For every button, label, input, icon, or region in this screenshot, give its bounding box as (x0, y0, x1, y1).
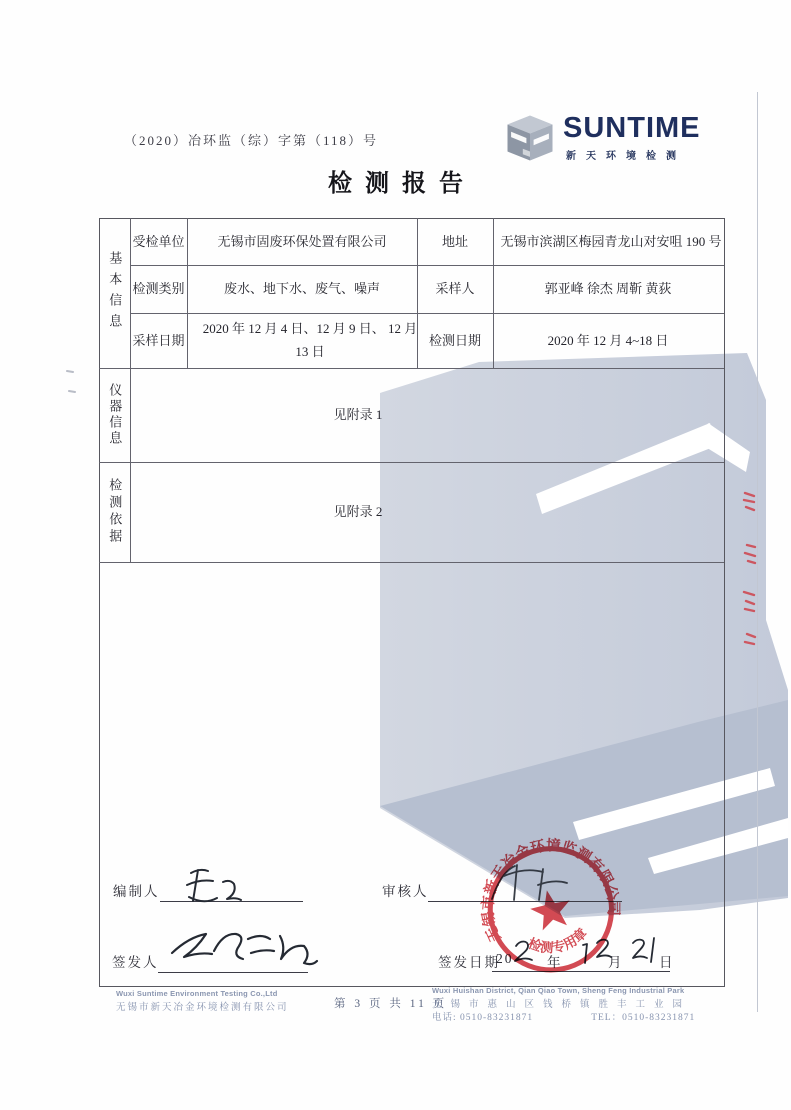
footer-phone-en: TEL：0510-83231871 (591, 1013, 696, 1023)
value-test-date: 2020 年 12 月 4~18 日 (547, 332, 669, 348)
stamp-star-icon (527, 886, 574, 932)
issue-date-label: 签发日期 (438, 955, 500, 970)
signature-preparer (187, 870, 217, 901)
issue-date-day-char: 日 (659, 955, 675, 970)
scan-specks (67, 371, 75, 392)
value-instrument-appendix: 见附录 1 (333, 407, 383, 423)
reviewed-by-label: 审核人 (382, 884, 429, 899)
issue-date-prefix: 20 (496, 951, 514, 966)
signature-preparer (223, 881, 241, 900)
label-samplers: 采样人 (435, 281, 475, 297)
footer-phone-cn: 电话: 0510-83231871 (432, 1013, 534, 1023)
svg-text:检测专用章 (523, 922, 593, 960)
label-test-date: 检测日期 (428, 332, 481, 348)
value-basis-appendix: 见附录 2 (333, 504, 383, 520)
footer-company-cn: 无锡市新天冶金环境检测有限公司 (116, 1003, 289, 1013)
section-basic-info: 基本信息 (107, 251, 123, 335)
label-address: 地址 (441, 233, 468, 249)
brand-subtitle: 新天环境检测 (566, 151, 686, 162)
value-samplers: 郭亚峰 徐杰 周靳 黄荻 (544, 281, 672, 297)
value-test-category: 废水、地下水、废气、噪声 (223, 281, 380, 297)
prepared-by-label: 编制人 (113, 884, 160, 899)
value-address: 无锡市滨湖区梅园青龙山对安咀 190 号 (500, 233, 722, 249)
issued-by-label: 签发人 (112, 955, 159, 970)
red-ink-fragments (744, 493, 755, 644)
value-sampling-date: 2020 年 12 月 4 日、12 月 9 日、 12 月 13 日 (202, 321, 418, 359)
section-test-basis: 检测依据 (107, 478, 123, 546)
label-inspected-unit: 受检单位 (132, 233, 185, 249)
page-title: 检测报告 (328, 171, 476, 197)
footer-address-en: Wuxi Huishan District, Qian Qiao Town, Sheng Feng Industrial Park (432, 986, 685, 995)
inspection-stamp (463, 820, 637, 994)
section-instrument-info: 仪器信息 (107, 383, 123, 447)
value-inspected-unit: 无锡市固废环保处置有限公司 (217, 233, 387, 249)
brand-name: SUNTIME (563, 112, 701, 144)
footer-page-number: 第 3 页 共 11 页 (334, 998, 448, 1010)
issue-date-month-char: 月 (608, 955, 624, 970)
footer-address-cn: 无锡市惠山区钱桥镇胜丰工业园 (432, 1000, 692, 1010)
label-sampling-date: 采样日期 (132, 332, 185, 348)
footer-company-en: Wuxi Suntime Environment Testing Co.,Ltd (116, 989, 278, 998)
stamp-bottom-text: 检测专用章 (526, 925, 590, 956)
signature-issuer (172, 934, 317, 964)
issue-date-year-char: 年 (547, 955, 563, 970)
stamp-ring-text: 无锡市新天冶金环境监测有限公司 (480, 838, 621, 944)
label-test-category: 检测类别 (132, 281, 185, 297)
report-number: （2020）冶环监（综）字第（118）号 (124, 133, 379, 148)
